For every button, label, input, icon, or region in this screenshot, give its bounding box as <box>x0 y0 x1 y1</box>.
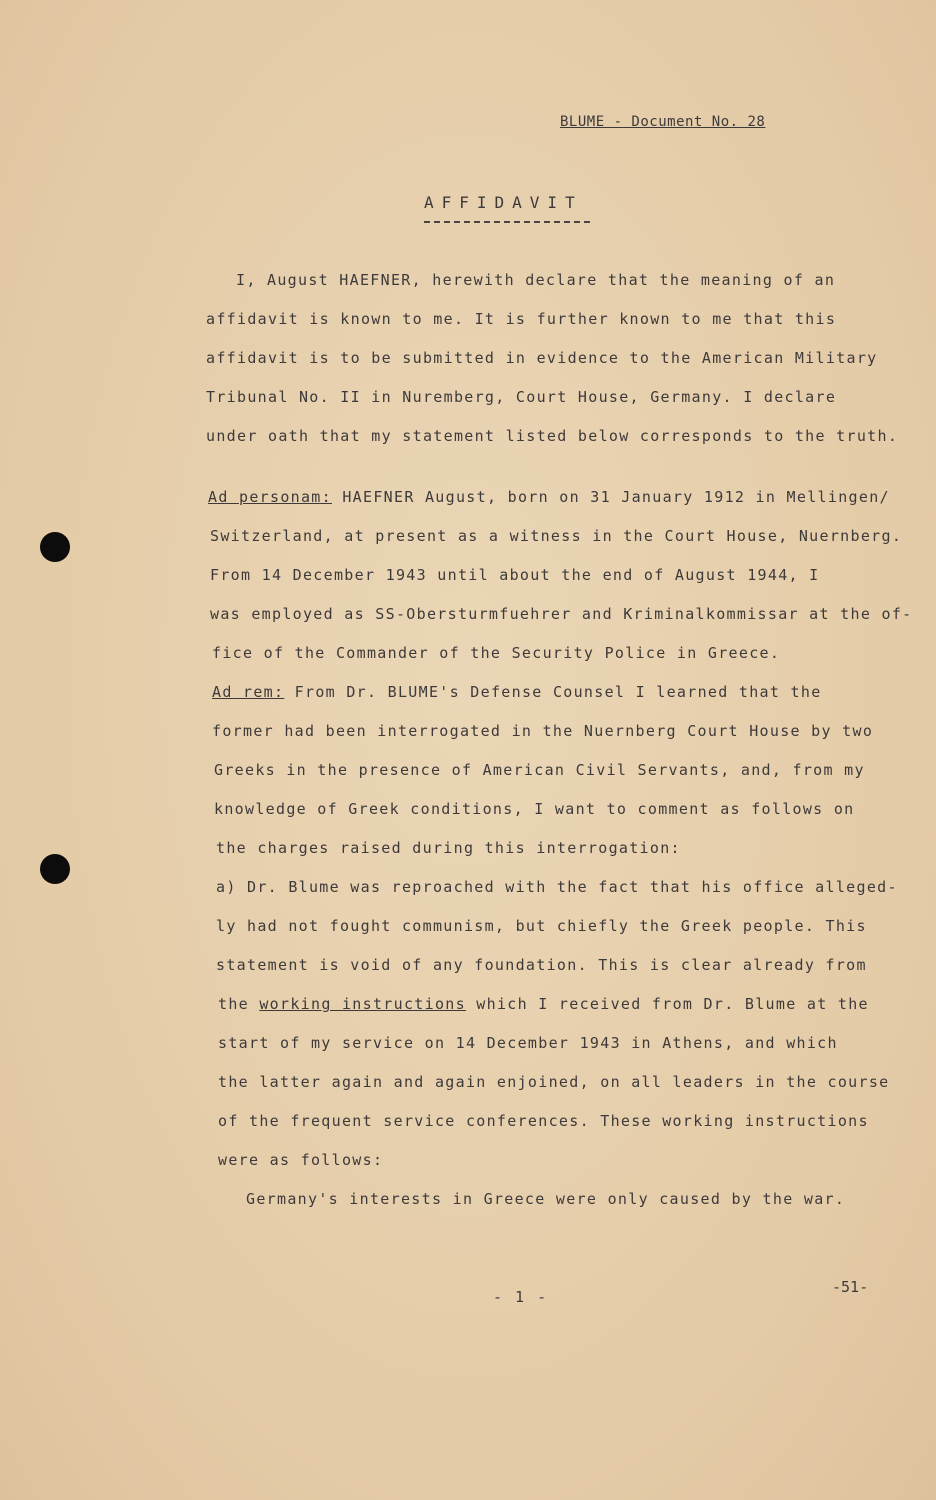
closing-line: Germany's interests in Greece were only caused by the war. <box>246 1190 846 1208</box>
intro-line: Tribunal No. II in Nuremberg, Court House, Germany. I declare <box>206 388 837 406</box>
point-a-line: statement is void of any foundation. This is clear already from <box>216 956 867 974</box>
folio-number: -51- <box>832 1278 869 1296</box>
ad-rem-line: the charges raised during this interrogation: <box>216 839 681 857</box>
ad-rem-label: Ad rem: <box>212 683 285 701</box>
point-a-line: start of my service on 14 December 1943 in Athens, and which <box>218 1034 838 1052</box>
punch-hole-top <box>40 532 70 562</box>
working-instructions-underlined: working instructions <box>259 995 466 1013</box>
intro-line: affidavit is to be submitted in evidence to the American Military <box>206 349 878 367</box>
ad-personam-line: was employed as SS-Obersturmfuehrer and Kriminalkommissar at the of- <box>210 605 913 623</box>
point-a-line: ly had not fought communism, but chiefly the Greek people. This <box>216 917 867 935</box>
ad-rem-line: knowledge of Greek conditions, I want to comment as follows on <box>214 800 855 818</box>
intro-line: affidavit is known to me. It is further known to me that this <box>206 310 837 328</box>
title-underline <box>424 221 590 223</box>
point-a-line: were as follows: <box>218 1151 384 1169</box>
point-a-line: of the frequent service conferences. These working instructions <box>218 1112 869 1130</box>
point-a-line: a) Dr. Blume was reproached with the fact that his office alleged- <box>216 878 898 896</box>
document-reference: BLUME - Document No. 28 <box>560 114 766 130</box>
punch-hole-bottom <box>40 854 70 884</box>
point-a-text: the <box>218 995 260 1013</box>
ad-personam-line <box>208 488 890 506</box>
ad-rem-line: former had been interrogated in the Nuernberg Court House by two <box>212 722 874 740</box>
page-number: - 1 - <box>493 1288 549 1306</box>
point-a-text: which I received from Dr. Blume at the <box>465 995 869 1013</box>
ad-personam-line: From 14 December 1943 until about the end of August 1944, I <box>210 566 820 584</box>
ad-personam-line: Switzerland, at present as a witness in the Court House, Nuernberg. <box>210 527 903 545</box>
point-a-line <box>218 995 869 1013</box>
document-title: AFFIDAVIT <box>424 193 583 212</box>
ad-rem-text: From Dr. BLUME's Defense Counsel I learned that the <box>294 683 822 701</box>
ad-rem-line <box>212 683 822 701</box>
ad-personam-text: HAEFNER August, born on 31 January 1912 in Mellingen/ <box>342 488 890 506</box>
ad-rem-line: Greeks in the presence of American Civil Servants, and, from my <box>214 761 865 779</box>
point-a-line: the latter again and again enjoined, on all leaders in the course <box>218 1073 890 1091</box>
intro-line: under oath that my statement listed below corresponds to the truth. <box>206 427 899 445</box>
ad-personam-label: Ad personam: <box>208 488 332 506</box>
intro-line: I, August HAEFNER, herewith declare that the meaning of an <box>236 271 836 289</box>
ad-personam-line: fice of the Commander of the Security Police in Greece. <box>212 644 781 662</box>
